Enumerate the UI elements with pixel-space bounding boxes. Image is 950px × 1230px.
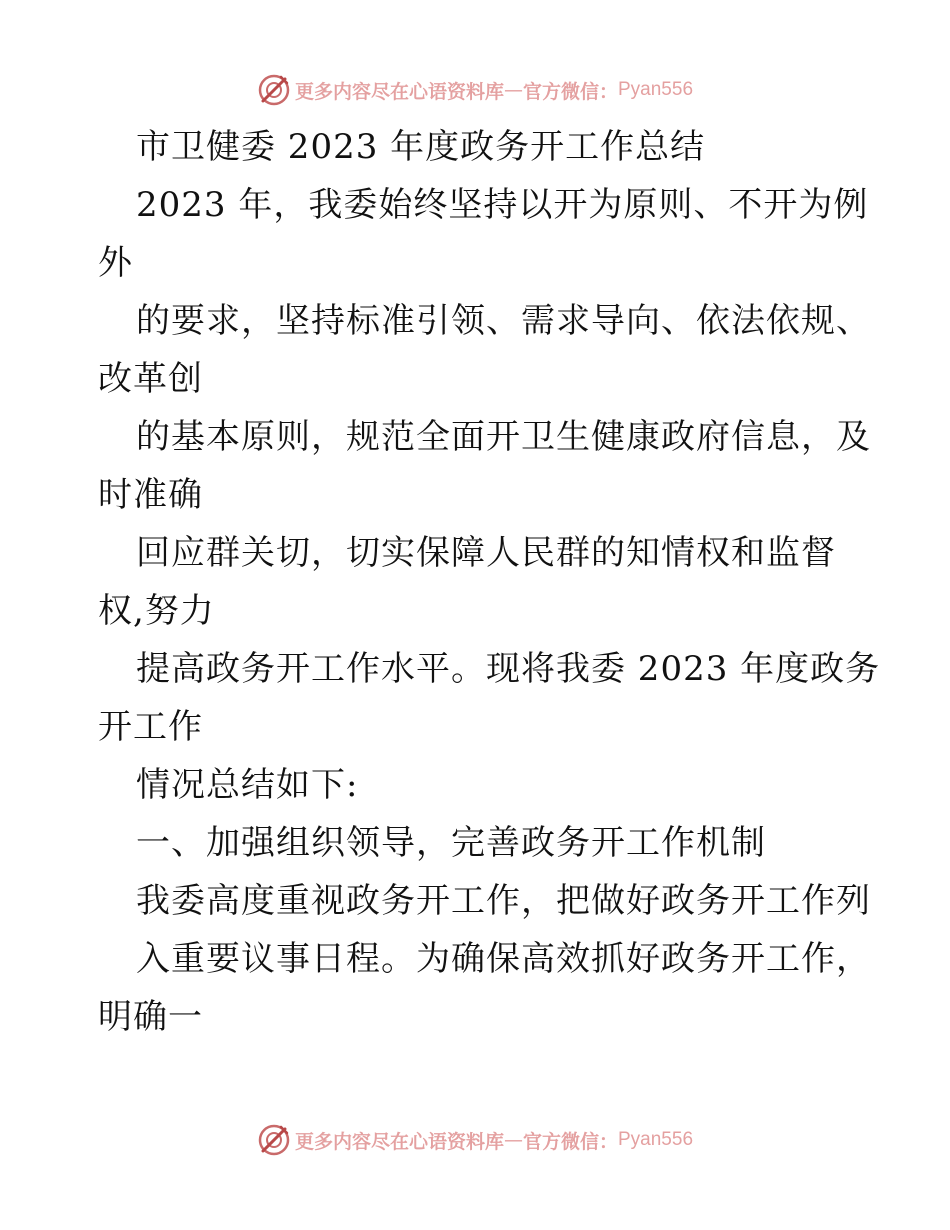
document-line: 的基本原则，规范全面开卫生健康政府信息，及	[136, 417, 871, 457]
banner-wechat-label: 官方微信：	[522, 80, 618, 103]
document-line: 改革创	[98, 359, 203, 399]
document-line: 开工作	[98, 707, 203, 747]
document-line: 提高政务开工作水平。现将我委 2023 年度政务	[136, 649, 881, 689]
banner-text: 更多内容尽在心语资料库	[294, 80, 504, 103]
document-line: 回应群关切，切实保障人民群的知情权和监督	[136, 533, 836, 573]
document-line: 情况总结如下:	[136, 765, 359, 805]
banner-dash: —	[503, 79, 523, 101]
document-line: 外	[98, 243, 133, 283]
seal-logo-icon	[257, 1123, 291, 1157]
document-line: 市卫健委 2023 年度政务开工作总结	[136, 127, 706, 167]
document-line: 时准确	[98, 475, 203, 515]
banner-wechat-id: Pyan556	[618, 1129, 694, 1150]
document-line: 明确一	[98, 997, 203, 1037]
footer-banner	[0, 1120, 950, 1160]
seal-logo-icon	[257, 73, 291, 107]
header-banner	[0, 70, 950, 110]
banner-wechat-label: 官方微信：	[522, 1130, 618, 1153]
document-line: 入重要议事日程。为确保高效抓好政务开工作，	[136, 939, 871, 979]
document-line: 权,努力	[98, 591, 215, 631]
document-body	[98, 118, 881, 1046]
document-line: 我委高度重视政务开工作，把做好政务开工作列	[136, 881, 871, 921]
banner-dash: —	[503, 1129, 523, 1151]
document-line: 的要求，坚持标准引领、需求导向、依法依规、	[136, 301, 871, 341]
document-line: 一、加强组织领导，完善政务开工作机制	[136, 823, 766, 863]
document-line: 2023 年，我委始终坚持以开为原则、不开为例	[136, 185, 869, 225]
banner-wechat-id: Pyan556	[618, 79, 694, 100]
banner-text: 更多内容尽在心语资料库	[294, 1130, 504, 1153]
